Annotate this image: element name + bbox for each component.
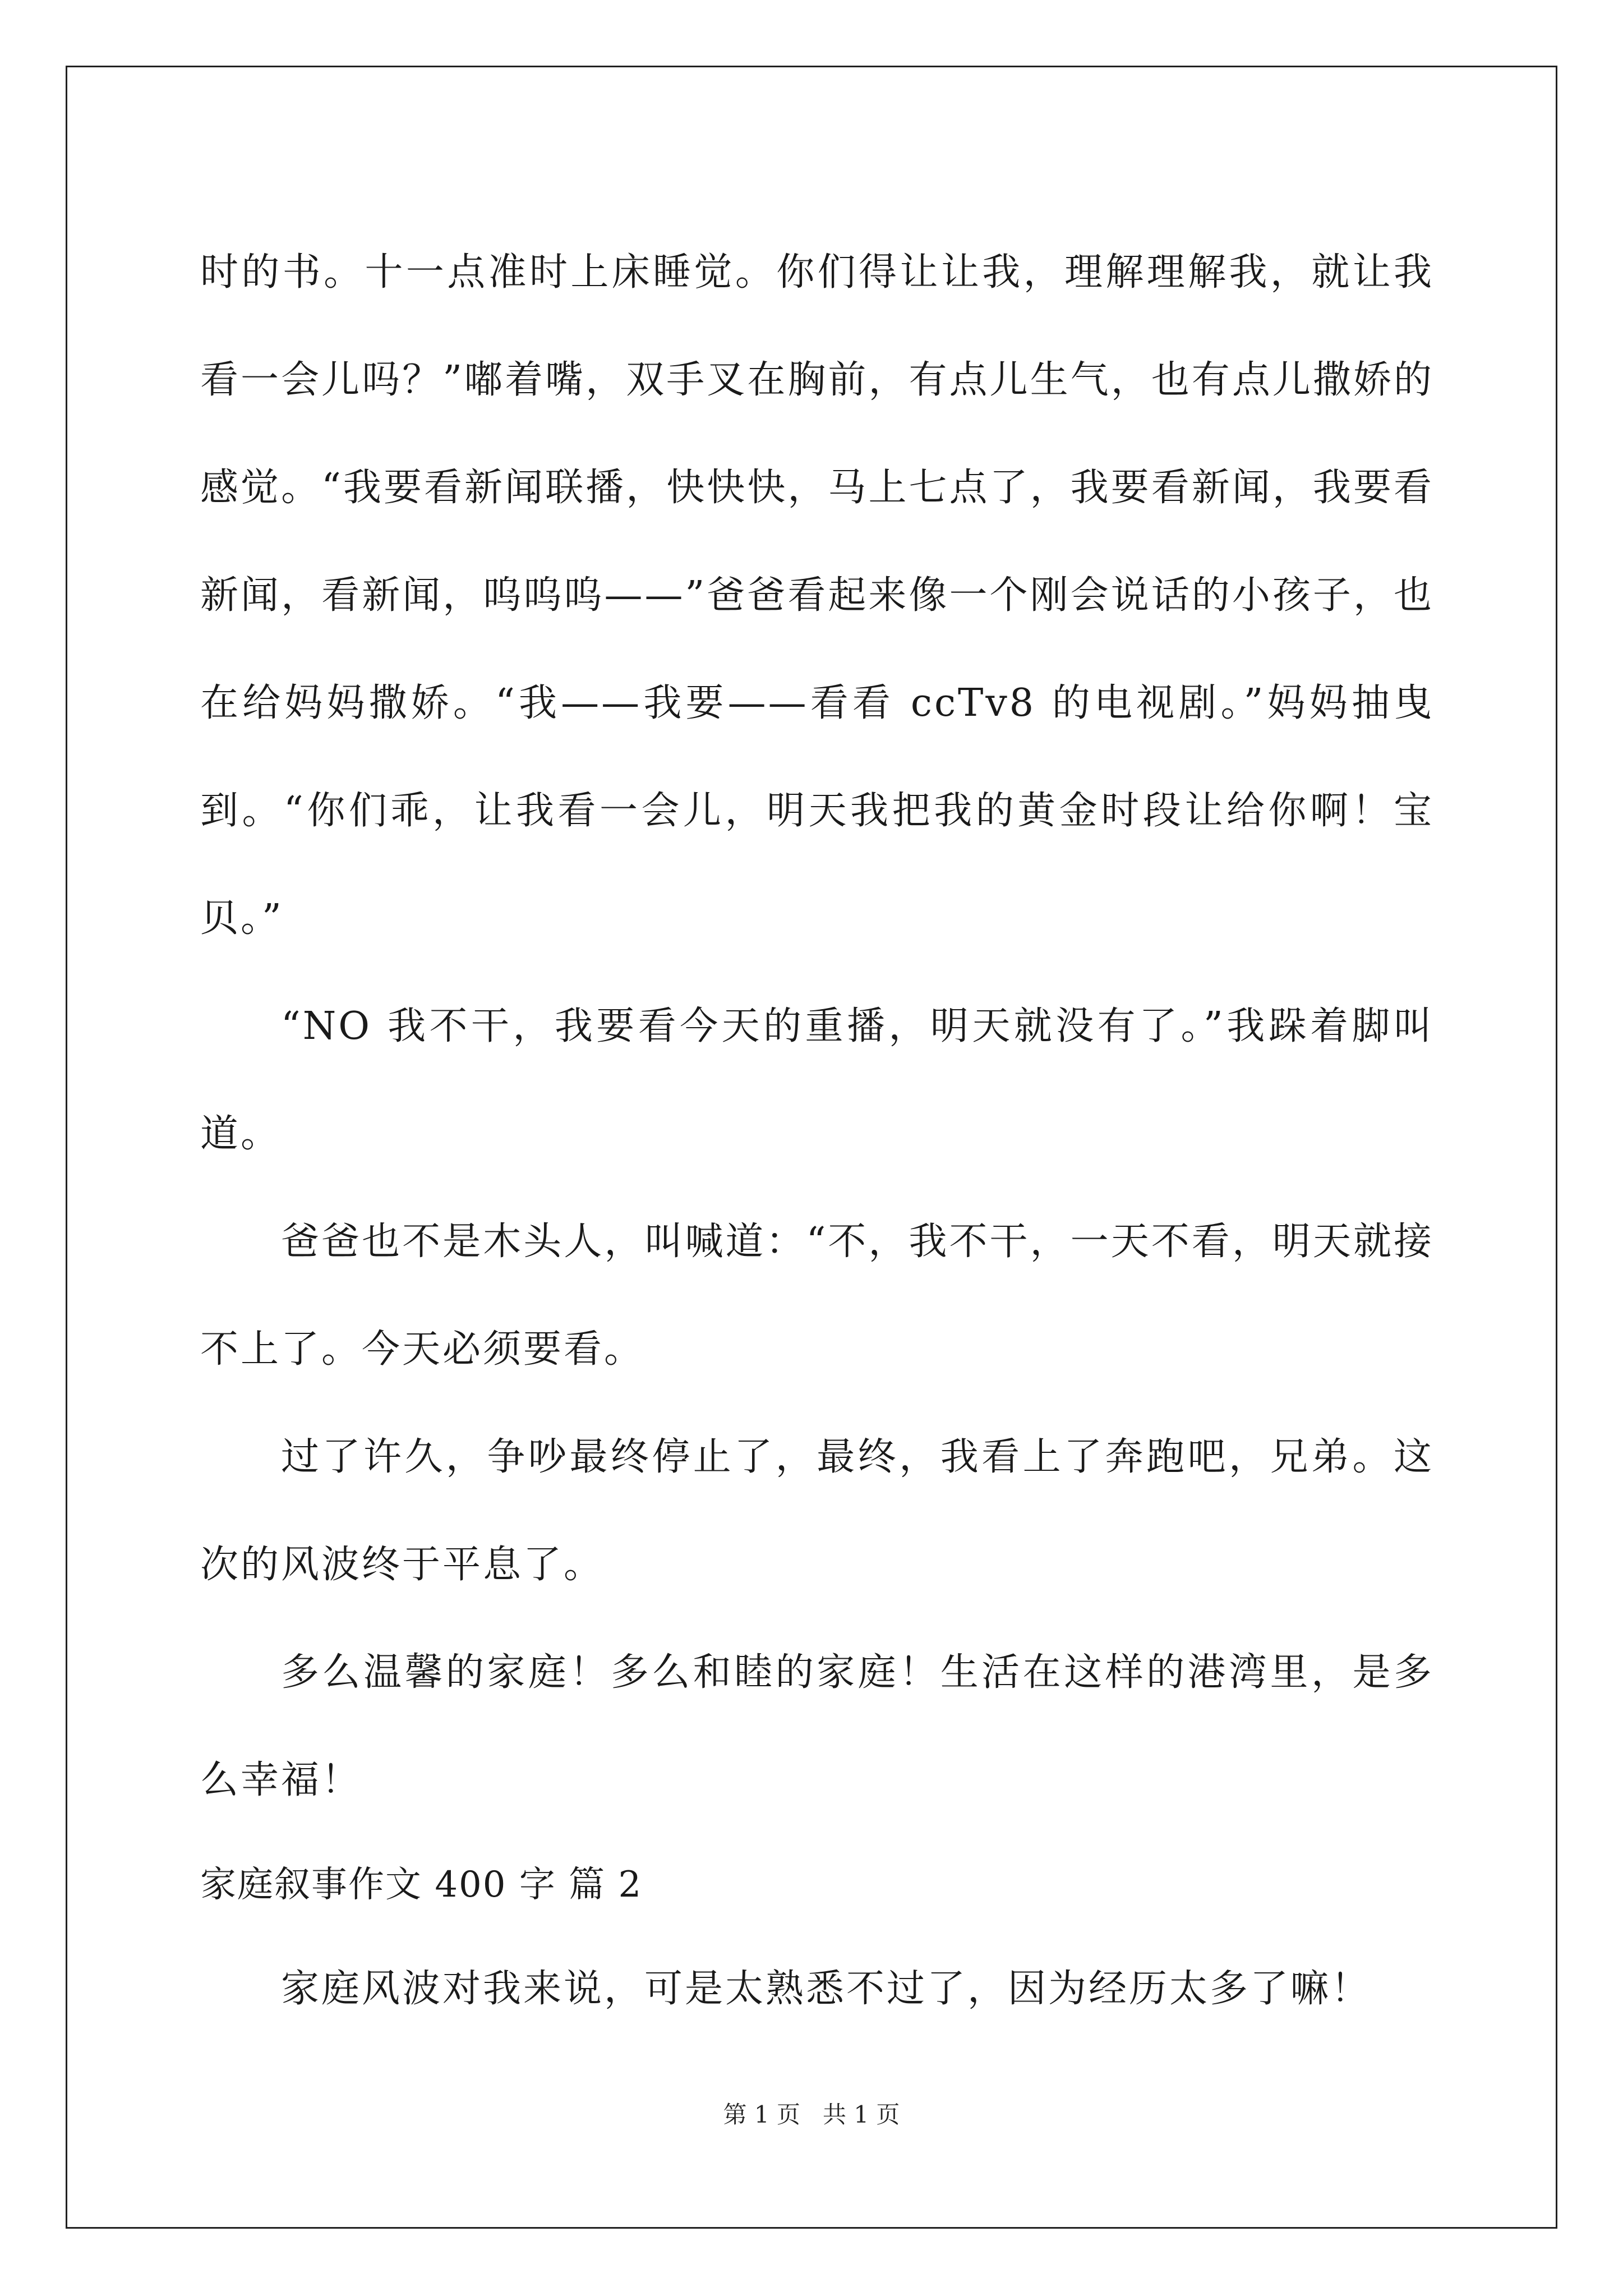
page-number: 第 1 页 <box>723 2101 800 2128</box>
page-total: 共 1 页 <box>823 2101 900 2128</box>
paragraph: 爸爸也不是木头人，叫喊道：“不，我不干，一天不看，明天就接不上了。今天必须要看。 <box>200 1220 1435 1372</box>
paragraph: “NO 我不干，我要看今天的重播，明天就没有了。”我跺着脚叫道。 <box>200 1004 1434 1156</box>
section-heading: 家庭叙事作文 400 字 篇 2 <box>200 1864 643 1906</box>
paragraph: 多么温馨的家庭！多么和睦的家庭！生活在这样的港湾里，是多么幸福！ <box>200 1650 1434 1802</box>
document-body <box>200 219 1434 2043</box>
paragraph: 家庭风波对我来说，可是太熟悉不过了，因为经历太多了嘛！ <box>281 1967 1372 2011</box>
paragraph-continued: 时的书。十一点准时上床睡觉。你们得让让我，理解理解我，就让我看一会儿吗？”嘟着嘴，双手叉在胸前，有点儿生气，也有点儿撒娇的感觉。“我要看新闻联播，快快快，马上七点了，我要看新闻，我要看新闻，看新闻，呜呜呜——”爸爸看起来像一个刚会说话的小孩子，也在给妈妈撒娇。“我——我要——看看 ccTv8 的电视剧。”妈妈抽曳到。“你们乖，让我看一会儿，明天我把我的黄金时段让给你啊！宝贝。” <box>200 250 1435 941</box>
page-footer <box>0 2098 1623 2132</box>
paragraph: 过了许久，争吵最终停止了，最终，我看上了奔跑吧，兄弟。这次的风波终于平息了。 <box>200 1435 1434 1587</box>
